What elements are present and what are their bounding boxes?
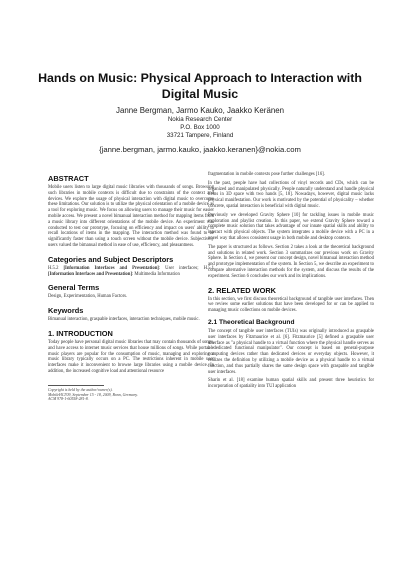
author-emails: {janne.bergman, jarmo.kauko, jaakko.keranen}@nokia.com [99, 144, 301, 154]
general-terms-text: Design, Experimentation, Human Factors. [48, 294, 128, 300]
category-code: H.5.2 [48, 265, 59, 271]
copyright-footnote [48, 388, 214, 402]
footnote-line: Copyright is held by the author/owner(s). [48, 387, 113, 392]
introduction-text: Today people have personal digital music libraries that may contain thousands of songs, and have access to internet music services that house millions of songs. While portable music players are popular for the consumption of music, managing and exploring a music library typically occurs on a PC. The restrictions inherent in mobile user interfaces make it inconvenient to browse large libraries using a mobile device. In addition, the increased cognitive load and attentional resource [48, 339, 214, 374]
abstract-text: Mobile users listen to large digital music libraries with thousands of songs. Browsing such libraries in mobile contexts is difficult due to constraints of the context and devices. We explore the usage of physical interaction with digital music to overcome these limitations. Our solution is to utilize the physical orientation of a mobile device as a tool for exploring music. We focus on allowing users to manage their music for easier mobile access. We present a novel bimanual interaction method for mapping items from a music library into different orientations of the mobile device. An experiment was conducted to test our prototype, focusing on efficiency and impact on users' ability to recall locations of items in the mapping. The interaction method was found to be significantly faster than using a touch screen without the mobile device. Subjectively users valued the bimanual method in ease of use, efficiency, and pleasantness. [48, 185, 214, 248]
categories-text [48, 266, 214, 278]
body-paragraph: In the past, people have had collections of vinyl records and CDs, which can be organized and manipulated physically. People naturally understand and handle physical items in 3D space with two hands [5, 18]. Nowadays, however, digital music lacks physical manifestation. Our work is motivated by the potential of physicality – whether concrete, spatial interaction is beneficial with digital music. [208, 180, 374, 209]
category-descriptor: [Information Interfaces and Presentation] [63, 265, 159, 271]
footnote-divider [48, 385, 104, 386]
related-work-heading: 2. RELATED WORK [208, 285, 277, 295]
category-descriptor: [Information Interfaces and Presentation] [48, 271, 132, 277]
body-paragraph: Sharin et al. [18] examine human spatial skills and present three heuristics for incorporation of spatiality into TUI application [208, 378, 374, 390]
right-column [208, 172, 374, 393]
left-column [48, 172, 214, 402]
category-subject: : User interfaces; H.5.1 [158, 265, 214, 271]
introduction-heading: 1. INTRODUCTION [48, 328, 113, 338]
theoretical-background-heading: 2.1 Theoretical Background [208, 318, 295, 326]
categories-heading: Categories and Subject Descriptors [48, 254, 174, 264]
footnote-line: ACM 978-1-60558-281-8. [48, 397, 89, 402]
body-paragraph: The paper is structured as follows. Section 2 takes a look at the theoretical background and solutions in related work. Section 3 summarizes our previous work on Gravity Sphere. In Section 4, we present our concept design, novel bimanual interaction method and prototype implementation of the system. In Section 5, we describe an experiment to compare alternative interaction methods for the system, and discuss the results of the experiment. Section 6 concludes our work and its implications. [208, 244, 374, 279]
body-paragraph: Previously we developed Gravity Sphere [10] for tackling issues in mobile music exploration and playlist creation. In this paper, we extend Gravity Sphere toward a complete music solution that takes advantage of our innate spatial skills and ability to interact with physical objects. The system integrates a mobile device with a PC in a novel way that allows consistent usage in both mobile and desktop contexts. [208, 212, 374, 241]
paper-title: Hands on Music: Physical Approach to Interaction with Digital Music [38, 71, 362, 101]
affiliation-line: 33721 Tampere, Finland [166, 132, 234, 140]
footnote-line: MobileHCI'09, September 15 - 18, 2009, Bonn, Germany. [48, 392, 138, 397]
body-paragraph: In this section, we first discuss theoretical background of tangible user interfaces. Then we review some earlier solutions that have been developed for or can be applied to managing music collections on mobile devices. [208, 296, 374, 314]
general-terms-heading: General Terms [48, 283, 100, 293]
abstract-heading: ABSTRACT [48, 174, 89, 183]
keywords-heading: Keywords [48, 306, 84, 316]
paper-header [0, 71, 400, 154]
affiliation-line: P.O. Box 1000 [180, 124, 220, 132]
category-subject: : Multimedia Information [131, 271, 180, 277]
body-paragraph: fragmentation in mobile contexts pose further challenges [16]. [208, 172, 325, 177]
paper-authors: Janne Bergman, Jarmo Kauko, Jaakko Keränen [116, 106, 284, 115]
affiliation-line: Nokia Research Center [167, 116, 233, 123]
keywords-text: Bimanual interaction, graspable interfaces, interaction techniques, mobile music. [48, 317, 200, 323]
body-paragraph: The concept of tangible user interfaces (TUIs) was originally introduced as graspable user interfaces by Fitzmaurice et al. [6]. Fitzmaurice [5] defined a graspable user interface as "a physical handle to a virtual function where the physical handle serves as a dedicated functional manipulator". Our concept is based on general-purpose computing devices rather than dedicated devices or everyday objects. However, it realizes the definition by utilizing a mobile device as a physical handle to a virtual function, and thus partially shares the same design space with graspable and tangible user interfaces. [208, 328, 374, 375]
